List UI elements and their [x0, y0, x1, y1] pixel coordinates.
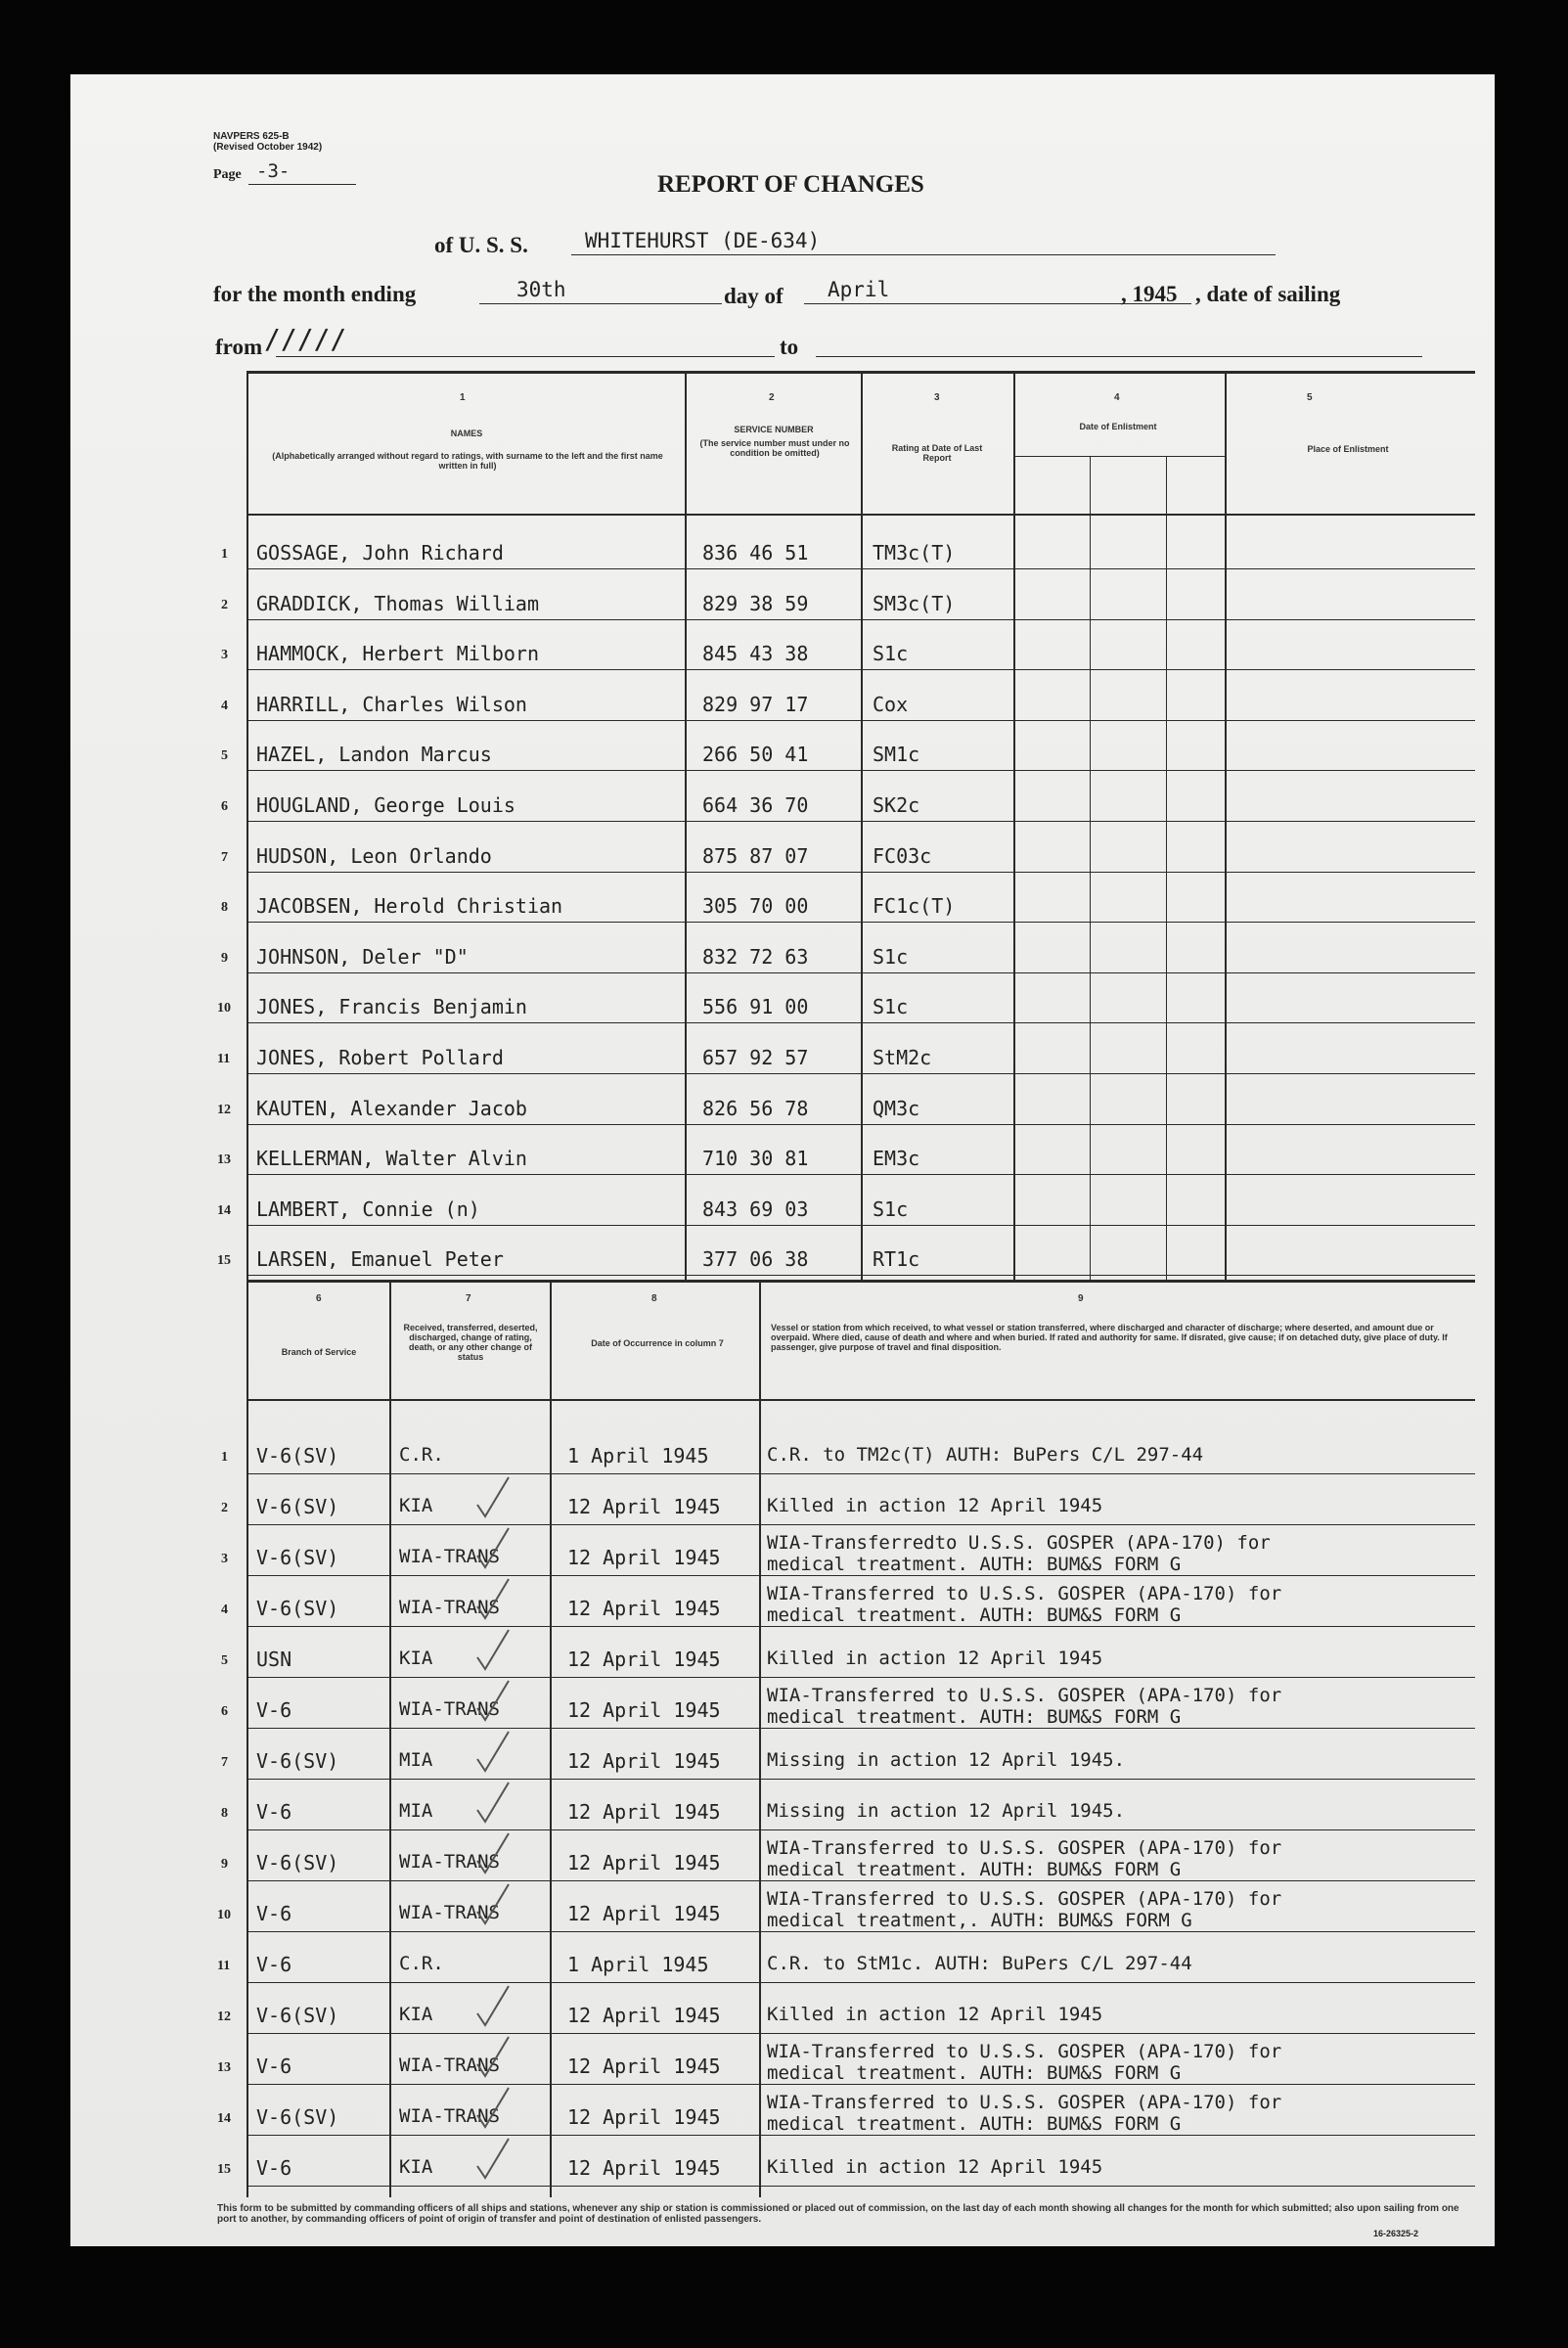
personnel-row-rule	[246, 972, 1475, 973]
rating-at-last-report: SM3c(T)	[873, 592, 956, 615]
rating-at-last-report: S1c	[873, 945, 909, 969]
uss-label: of U. S. S.	[434, 233, 528, 257]
upper-divider-1	[685, 371, 687, 1281]
service-number: 832 72 63	[702, 945, 809, 969]
change-of-status: KIA	[399, 2004, 433, 2025]
col1-note: (Alphabetically arranged without regard to ratings, with surname to the left and the first name written in full)	[272, 451, 663, 471]
rating-at-last-report: S1c	[873, 1197, 909, 1221]
rating-at-last-report: StM2c	[873, 1046, 932, 1069]
remark-line-1: Missing in action 12 April 1945.	[767, 1749, 1126, 1771]
change-row-number: 15	[217, 2162, 231, 2177]
remark-line-1: Killed in action 12 April 1945	[767, 1648, 1103, 1669]
pencil-check-mark	[473, 2031, 513, 2090]
date-of-occurrence: 12 April 1945	[567, 1546, 721, 1569]
upper-left-border	[246, 371, 248, 1281]
pencil-check-mark	[473, 1522, 513, 1581]
month-ending-label: for the month ending	[213, 282, 417, 306]
col4-title: Date of Enlistment	[1079, 422, 1157, 431]
pencil-check-mark	[473, 1828, 513, 1886]
branch-of-service: V-6	[256, 1698, 292, 1722]
service-number: 836 46 51	[702, 541, 809, 564]
personnel-row-rule	[246, 1022, 1475, 1023]
personnel-row-rule	[246, 821, 1475, 822]
change-row-number: 4	[221, 1603, 228, 1617]
remark-line-2: medical treatment. AUTH: BUM&S FORM G	[767, 1706, 1182, 1728]
pencil-check-mark	[473, 1624, 513, 1683]
personnel-name: LARSEN, Emanuel Peter	[256, 1247, 504, 1271]
change-row-number: 14	[217, 2111, 231, 2126]
personnel-row-rule	[246, 1275, 1475, 1276]
personnel-row-number: 1	[221, 547, 228, 562]
change-of-status: WIA-TRANS	[399, 2054, 500, 2076]
pencil-check-mark	[473, 2082, 513, 2141]
change-of-status: KIA	[399, 1648, 433, 1669]
service-number: 556 91 00	[702, 995, 809, 1018]
pencil-check-mark	[473, 1726, 513, 1784]
personnel-row-rule	[246, 619, 1475, 620]
change-row-number: 5	[221, 1653, 228, 1668]
personnel-name: GRADDICK, Thomas William	[256, 592, 539, 615]
col1-title: NAMES	[450, 429, 483, 438]
branch-of-service: V-6(SV)	[256, 1597, 339, 1620]
lower-divider-1	[389, 1280, 391, 2197]
personnel-name: KAUTEN, Alexander Jacob	[256, 1097, 527, 1120]
remark-line-2: medical treatment. AUTH: BUM&S FORM G	[767, 2062, 1182, 2084]
col3-number: 3	[934, 392, 940, 403]
page-number: -3-	[256, 160, 291, 182]
remark-line-2: medical treatment. AUTH: BUM&S FORM G	[767, 2113, 1182, 2135]
rating-at-last-report: EM3c	[873, 1147, 920, 1170]
upper-divider-4a	[1090, 456, 1091, 1281]
col2-title: SERVICE NUMBER	[734, 425, 814, 434]
branch-of-service: USN	[256, 1648, 292, 1671]
personnel-name: LAMBERT, Connie (n)	[256, 1197, 480, 1221]
col9-title: Vessel or station from which received, to what vessel or station transferred, where discharged and character of discharge; where deserted, and amount due or overpaid. Where died, cause of death and where and when buried. If rated and authority for same. If disrated, give cause; if on detached duty, give place of duty. If passenger, give purpose of travel and final disposition.	[771, 1323, 1448, 1352]
personnel-row-number: 7	[221, 850, 228, 865]
upper-header-bottom-rule	[246, 514, 1475, 516]
change-row-rule	[246, 2033, 1475, 2034]
rating-at-last-report: QM3c	[873, 1097, 920, 1120]
date-of-occurrence: 12 April 1945	[567, 2004, 721, 2027]
from-underline	[276, 356, 775, 357]
col6-title: Branch of Service	[281, 1347, 357, 1357]
col5-number: 5	[1307, 392, 1313, 403]
date-of-occurrence: 12 April 1945	[567, 1698, 721, 1722]
change-row-number: 6	[221, 1704, 228, 1719]
personnel-row-number: 14	[217, 1203, 231, 1218]
change-row-rule	[246, 1575, 1475, 1576]
date-of-occurrence: 12 April 1945	[567, 2156, 721, 2180]
personnel-row-number: 3	[221, 648, 228, 662]
service-number: 845 43 38	[702, 642, 809, 665]
lower-left-border	[246, 1280, 248, 2197]
change-row-rule	[246, 1473, 1475, 1474]
service-number: 305 70 00	[702, 894, 809, 918]
ship-name: WHITEHURST (DE-634)	[585, 229, 821, 252]
personnel-row-number: 10	[217, 1001, 231, 1016]
personnel-row-number: 8	[221, 900, 228, 915]
change-row-rule	[246, 1982, 1475, 1983]
change-row-number: 10	[217, 1908, 231, 1922]
personnel-name: HARRILL, Charles Wilson	[256, 693, 527, 716]
personnel-name: JONES, Francis Benjamin	[256, 995, 527, 1018]
form-number: NAVPERS 625-B	[213, 131, 290, 142]
branch-of-service: V-6(SV)	[256, 1546, 339, 1569]
lower-divider-3	[759, 1280, 761, 2197]
branch-of-service: V-6(SV)	[256, 1444, 339, 1468]
change-of-status: WIA-TRANS	[399, 2105, 500, 2127]
branch-of-service: V-6	[256, 1953, 292, 1976]
personnel-name: JACOBSEN, Herold Christian	[256, 894, 563, 918]
from-value: /////	[264, 323, 347, 355]
change-row-rule	[246, 1524, 1475, 1525]
pencil-check-mark	[473, 1878, 513, 1937]
personnel-row-rule	[246, 1225, 1475, 1226]
change-row-rule	[246, 2135, 1475, 2136]
rating-at-last-report: S1c	[873, 642, 909, 665]
personnel-name: JONES, Robert Pollard	[256, 1046, 504, 1069]
change-of-status: WIA-TRANS	[399, 1546, 500, 1567]
rating-at-last-report: SM1c	[873, 743, 920, 766]
change-row-number: 8	[221, 1806, 228, 1821]
service-number: 829 97 17	[702, 693, 809, 716]
date-of-occurrence: 12 April 1945	[567, 1902, 721, 1925]
personnel-row-rule	[246, 1174, 1475, 1175]
rating-at-last-report: TM3c(T)	[873, 541, 956, 564]
year-value: , 1945	[1121, 282, 1178, 306]
change-of-status: C.R.	[399, 1444, 444, 1466]
change-row-rule	[246, 1626, 1475, 1627]
service-number: 843 69 03	[702, 1197, 809, 1221]
service-number: 266 50 41	[702, 743, 809, 766]
rating-at-last-report: FC1c(T)	[873, 894, 956, 918]
rating-at-last-report: FC03c	[873, 844, 932, 868]
remark-line-1: WIA-Transferred to U.S.S. GOSPER (APA-170) for	[767, 1888, 1282, 1910]
upper-divider-3	[1013, 371, 1015, 1281]
rating-at-last-report: Cox	[873, 693, 909, 716]
remark-line-2: medical treatment. AUTH: BUM&S FORM G	[767, 1604, 1182, 1626]
service-number: 710 30 81	[702, 1147, 809, 1170]
change-of-status: WIA-TRANS	[399, 1902, 500, 1923]
service-number: 875 87 07	[702, 844, 809, 868]
change-row-rule	[246, 1728, 1475, 1729]
col2-number: 2	[769, 392, 775, 403]
service-number: 826 56 78	[702, 1097, 809, 1120]
col7-title: Received, transferred, deserted, discharged, change of rating, death, or any other change of status	[403, 1323, 538, 1362]
change-row-rule	[246, 2084, 1475, 2085]
remark-line-1: WIA-Transferred to U.S.S. GOSPER (APA-170) for	[767, 1837, 1282, 1859]
personnel-row-rule	[246, 669, 1475, 670]
service-number: 829 38 59	[702, 592, 809, 615]
ship-underline	[571, 254, 1276, 255]
rating-at-last-report: RT1c	[873, 1247, 920, 1271]
personnel-row-rule	[246, 720, 1475, 721]
to-underline	[816, 356, 1422, 357]
change-of-status: WIA-TRANS	[399, 1851, 500, 1873]
to-label: to	[780, 335, 799, 359]
change-row-rule	[246, 2186, 1475, 2187]
personnel-row-number: 6	[221, 799, 228, 814]
change-row-number: 1	[221, 1450, 228, 1465]
pencil-check-mark	[473, 1471, 513, 1530]
personnel-name: HUDSON, Leon Orlando	[256, 844, 492, 868]
change-row-rule	[246, 1931, 1475, 1932]
branch-of-service: V-6	[256, 1902, 292, 1925]
personnel-row-number: 5	[221, 748, 228, 763]
remark-line-1: Killed in action 12 April 1945	[767, 1495, 1103, 1516]
remark-line-1: C.R. to TM2c(T) AUTH: BuPers C/L 297-44	[767, 1444, 1204, 1466]
change-row-rule	[246, 1779, 1475, 1780]
personnel-row-number: 15	[217, 1253, 231, 1268]
remark-line-2: medical treatment. AUTH: BUM&S FORM G	[767, 1554, 1182, 1575]
service-number: 377 06 38	[702, 1247, 809, 1271]
pencil-check-mark	[473, 1777, 513, 1835]
lower-header-bottom-rule	[246, 1399, 1475, 1401]
report-form-sheet	[70, 74, 1495, 2246]
personnel-row-rule	[246, 1124, 1475, 1125]
branch-of-service: V-6	[256, 1800, 292, 1824]
personnel-row-number: 11	[217, 1052, 231, 1066]
col8-number: 8	[651, 1293, 657, 1304]
col2-note: (The service number must under no condition be omitted)	[699, 438, 850, 458]
col8-title: Date of Occurrence in column 7	[591, 1338, 724, 1348]
branch-of-service: V-6(SV)	[256, 1495, 339, 1518]
date-of-occurrence: 12 April 1945	[567, 1800, 721, 1824]
personnel-row-number: 2	[221, 598, 228, 612]
date-of-occurrence: 1 April 1945	[567, 1444, 709, 1468]
page-underline	[248, 184, 356, 185]
date-of-occurrence: 12 April 1945	[567, 1495, 721, 1518]
personnel-row-rule	[246, 922, 1475, 923]
date-of-sailing-label: , date of sailing	[1195, 282, 1341, 306]
col1-number: 1	[460, 392, 466, 403]
upper-divider-4b	[1166, 456, 1167, 1281]
col5-title: Place of Enlistment	[1307, 444, 1389, 454]
form-revision: (Revised October 1942)	[213, 142, 323, 153]
personnel-row-rule	[246, 1073, 1475, 1074]
enlistment-subrule	[1013, 456, 1225, 457]
remark-line-2: medical treatment. AUTH: BUM&S FORM G	[767, 1859, 1182, 1880]
footer-note: This form to be submitted by commanding officers of all ships and stations, whenever any ship or station is commissioned or placed out of commission, on the last day of each month showing all changes for the month for which submitted; also upon sailing from one port to another, by commanding officers of point of origin of transfer and point of destination of enlisted passengers.	[217, 2203, 1459, 2225]
lower-divider-2	[550, 1280, 552, 2197]
change-row-number: 11	[217, 1959, 231, 1973]
pencil-check-mark	[473, 1675, 513, 1734]
remark-line-1: Killed in action 12 April 1945	[767, 2004, 1103, 2025]
service-number: 664 36 70	[702, 793, 809, 817]
change-of-status: WIA-TRANS	[399, 1698, 500, 1720]
personnel-name: HAZEL, Landon Marcus	[256, 743, 492, 766]
date-of-occurrence: 12 April 1945	[567, 1648, 721, 1671]
remark-line-1: Killed in action 12 April 1945	[767, 2156, 1103, 2178]
change-row-number: 13	[217, 2060, 231, 2075]
change-of-status: KIA	[399, 1495, 433, 1516]
change-row-number: 7	[221, 1755, 228, 1770]
personnel-row-number: 12	[217, 1103, 231, 1117]
change-of-status: MIA	[399, 1800, 433, 1822]
change-row-number: 9	[221, 1857, 228, 1872]
day-underline	[479, 303, 722, 304]
upper-divider-2	[861, 371, 863, 1281]
rating-at-last-report: S1c	[873, 995, 909, 1018]
pencil-check-mark	[473, 1573, 513, 1632]
change-of-status: WIA-TRANS	[399, 1597, 500, 1618]
date-of-occurrence: 12 April 1945	[567, 2054, 721, 2078]
remark-line-1: WIA-Transferred to U.S.S. GOSPER (APA-170) for	[767, 1685, 1282, 1706]
pencil-check-mark	[473, 1980, 513, 2039]
change-row-rule	[246, 1880, 1475, 1881]
remark-line-1: WIA-Transferred to U.S.S. GOSPER (APA-170) for	[767, 2041, 1282, 2062]
page-title: REPORT OF CHANGES	[657, 171, 924, 198]
change-row-number: 2	[221, 1501, 228, 1515]
remark-line-2: medical treatment,. AUTH: BUM&S FORM G	[767, 1910, 1192, 1931]
col6-number: 6	[316, 1293, 322, 1304]
date-of-occurrence: 12 April 1945	[567, 1851, 721, 1874]
personnel-name: GOSSAGE, John Richard	[256, 541, 504, 564]
date-of-occurrence: 12 April 1945	[567, 2105, 721, 2129]
pencil-check-mark	[473, 2133, 513, 2191]
remark-line-1: WIA-Transferred to U.S.S. GOSPER (APA-170) for	[767, 2092, 1282, 2113]
change-row-rule	[246, 1677, 1475, 1678]
col7-number: 7	[466, 1293, 471, 1304]
col4-number: 4	[1114, 392, 1120, 403]
day-value: 30th	[516, 278, 566, 301]
remark-line-1: Missing in action 12 April 1945.	[767, 1800, 1126, 1822]
branch-of-service: V-6(SV)	[256, 2105, 339, 2129]
from-label: from	[215, 335, 263, 359]
personnel-row-rule	[246, 770, 1475, 771]
date-of-occurrence: 12 April 1945	[567, 1749, 721, 1773]
remark-line-1: WIA-Transferredto U.S.S. GOSPER (APA-170) for	[767, 1532, 1271, 1554]
personnel-row-number: 4	[221, 699, 228, 713]
change-row-number: 3	[221, 1552, 228, 1566]
date-of-occurrence: 1 April 1945	[567, 1953, 709, 1976]
service-number: 657 92 57	[702, 1046, 809, 1069]
col9-number: 9	[1078, 1293, 1084, 1304]
day-of-label: day of	[724, 284, 784, 308]
personnel-name: HOUGLAND, George Louis	[256, 793, 515, 817]
change-row-rule	[246, 1829, 1475, 1830]
branch-of-service: V-6(SV)	[256, 1749, 339, 1773]
personnel-row-number: 13	[217, 1152, 231, 1167]
page-label: Page	[213, 167, 242, 182]
personnel-row-rule	[246, 568, 1475, 569]
personnel-row-number: 9	[221, 951, 228, 966]
rating-at-last-report: SK2c	[873, 793, 920, 817]
remark-line-1: WIA-Transferred to U.S.S. GOSPER (APA-170) for	[767, 1583, 1282, 1604]
personnel-row-rule	[246, 872, 1475, 873]
change-of-status: MIA	[399, 1749, 433, 1771]
change-of-status: C.R.	[399, 1953, 444, 1974]
branch-of-service: V-6(SV)	[256, 2004, 339, 2027]
personnel-name: HAMMOCK, Herbert Milborn	[256, 642, 539, 665]
change-of-status: KIA	[399, 2156, 433, 2178]
branch-of-service: V-6	[256, 2156, 292, 2180]
change-row-number: 12	[217, 2009, 231, 2024]
upper-divider-5	[1225, 371, 1227, 1281]
remark-line-1: C.R. to StM1c. AUTH: BuPers C/L 297-44	[767, 1953, 1192, 1974]
personnel-name: JOHNSON, Deler "D"	[256, 945, 469, 969]
print-code: 16-26325-2	[1373, 2229, 1419, 2238]
personnel-name: KELLERMAN, Walter Alvin	[256, 1147, 527, 1170]
month-value: April	[828, 278, 890, 301]
lower-table-top-rule	[246, 1280, 1475, 1283]
branch-of-service: V-6	[256, 2054, 292, 2078]
col3-title: Rating at Date of Last Report	[891, 443, 983, 463]
branch-of-service: V-6(SV)	[256, 1851, 339, 1874]
date-of-occurrence: 12 April 1945	[567, 1597, 721, 1620]
